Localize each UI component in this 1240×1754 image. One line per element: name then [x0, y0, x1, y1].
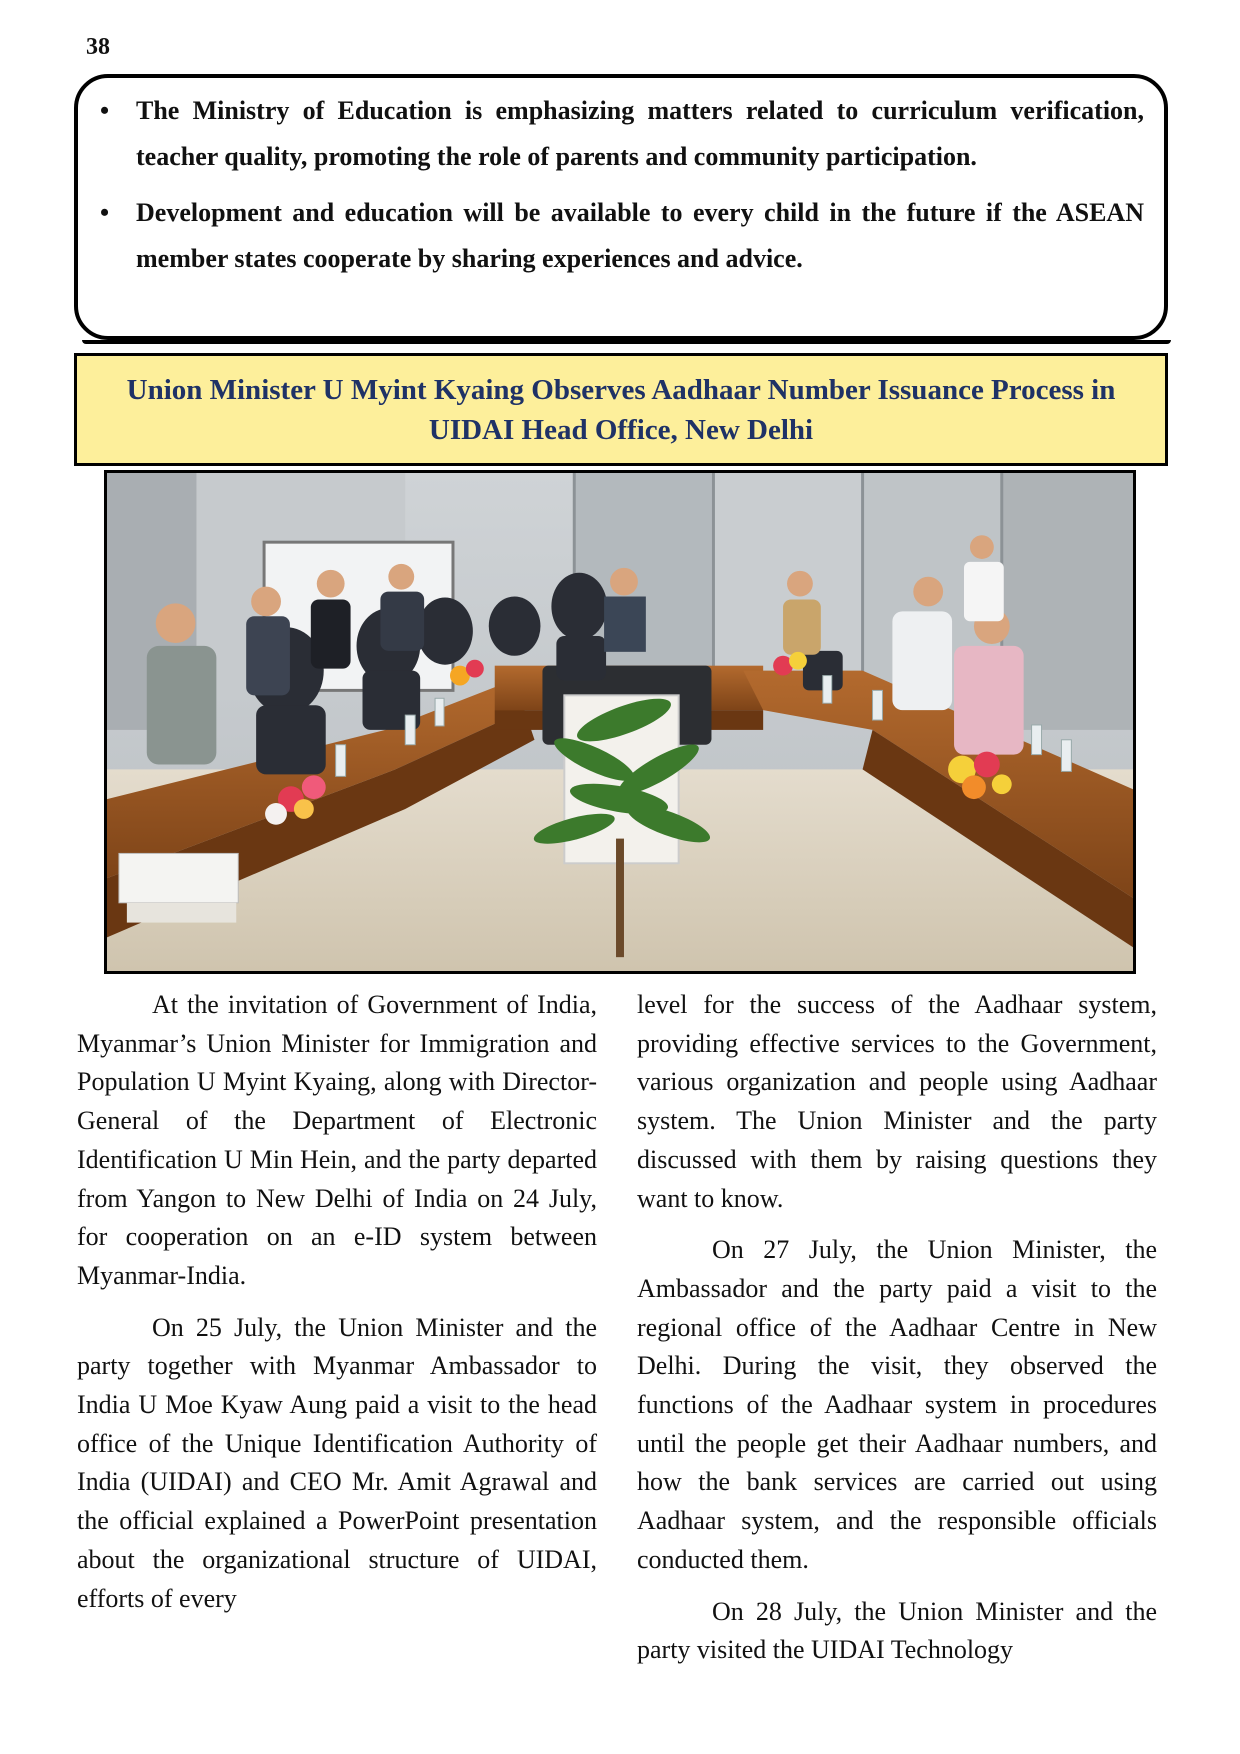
highlight-text: The Ministry of Education is emphasizing matters related to curriculum verification, teacher quality, promoting the role of parents and community participation. [136, 96, 1144, 171]
paragraph: level for the success of the Aadhaar system, providing effective services to the Government, various organization and people using Aadhaar system. The Union Minister and the party discussed with them by raising questions they want to know. [637, 990, 1157, 1213]
meeting-photo [104, 470, 1136, 974]
headline-line-2: UIDAI Head Office, New Delhi [428, 413, 814, 446]
paragraph: At the invitation of Government of India, Myanmar’s Union Minister for Immigration and Population U Myint Kyaing, along with Director-General of the Department of Electronic Identification U Min Hein, and the party departed from Yangon to New Delhi of India on 24 July, for cooperation on an e-ID system between Myanmar-India. [77, 990, 597, 1290]
bullet-dot-icon: • [100, 198, 110, 227]
highlights-list [92, 88, 1144, 292]
highlight-item [92, 88, 1144, 180]
meeting-photo-illustration [107, 473, 1133, 971]
bullet-dot-icon: • [100, 96, 110, 125]
highlight-text: Development and education will be available to every child in the future if the ASEAN member states cooperate by sharing experiences and advice. [136, 198, 1144, 273]
headline [127, 370, 1116, 450]
paragraph: On 27 July, the Union Minister, the Ambassador and the party paid a visit to the regional office of the Aadhaar Centre in New Delhi. During the visit, they observed the functions of the Aadhaar system in procedures until the people get their Aadhaar numbers, and how the bank services are carried out using Aadhaar system, and the responsible officials conducted them. [637, 1235, 1157, 1574]
paragraph: On 28 July, the Union Minister and the party visited the UIDAI Technology [637, 1596, 1157, 1665]
highlights-box [74, 74, 1168, 340]
article-column-left [77, 986, 597, 1631]
paragraph: On 25 July, the Union Minister and the party together with Myanmar Ambassador to India U Moe Kyaw Aung paid a visit to the head office of the Unique Identification Authority of India (UIDAI) and CEO Mr. Amit Agrawal and the official explained a PowerPoint presentation about the organizational structure of UIDAI, efforts of every [77, 1312, 597, 1613]
highlight-item [92, 190, 1144, 282]
article-column-right [637, 986, 1157, 1683]
page-number: 38 [86, 34, 110, 60]
headline-banner [74, 353, 1168, 466]
headline-line-1: Union Minister U Myint Kyaing Observes Aadhaar Number Issuance Process in [126, 373, 1116, 406]
